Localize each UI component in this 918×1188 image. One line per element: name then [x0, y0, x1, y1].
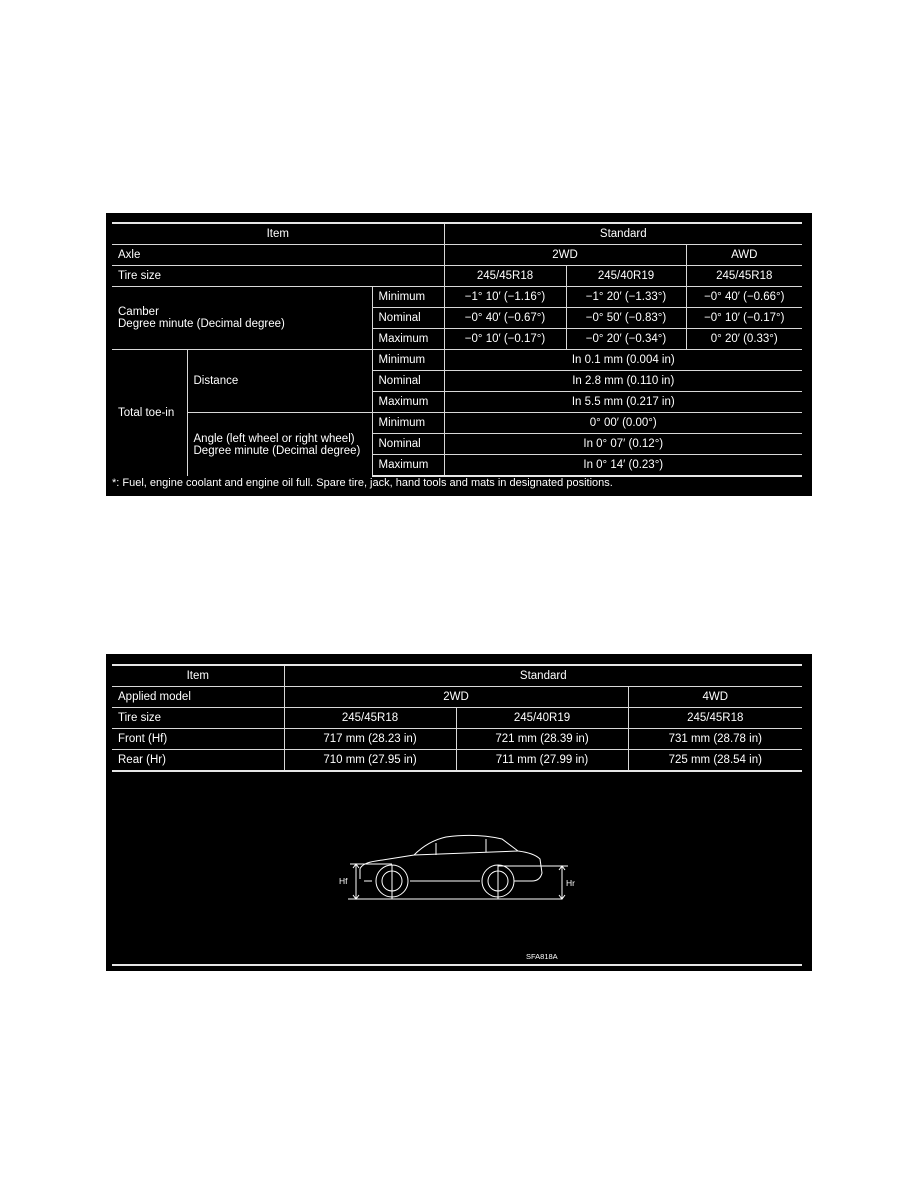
distance-label: Distance	[187, 350, 372, 413]
tire-size-row	[112, 708, 802, 729]
wheel-alignment-table	[112, 222, 802, 477]
header-standard: Standard	[444, 223, 802, 245]
axle-label: Axle	[112, 245, 444, 266]
wheel-alignment-panel	[106, 213, 812, 496]
applied-model-row	[112, 687, 802, 708]
camber-max-v2: −0° 20′ (−0.34°)	[566, 329, 686, 350]
camber-min-v1: −1° 10′ (−1.16°)	[444, 287, 566, 308]
angle-max-label: Maximum	[372, 455, 444, 477]
car-body-outline	[360, 835, 542, 881]
tire-size-label: Tire size	[112, 708, 284, 729]
rear-height-row	[112, 750, 802, 772]
applied-model-2wd: 2WD	[284, 687, 628, 708]
car-hood-line	[414, 851, 518, 855]
angle-label-line2: Degree minute (Decimal degree)	[193, 444, 361, 457]
total-toe-in-label: Total toe-in	[112, 350, 187, 477]
hr-label: Hr	[566, 878, 575, 888]
camber-row	[112, 287, 802, 308]
tire-size-row	[112, 266, 802, 287]
header-standard: Standard	[284, 665, 802, 687]
header-item: Item	[112, 665, 284, 687]
camber-nom-v1: −0° 40′ (−0.67°)	[444, 308, 566, 329]
rear-v2: 711 mm (27.99 in)	[456, 750, 628, 772]
tire-size-1: 245/45R18	[284, 708, 456, 729]
camber-label	[112, 287, 372, 350]
camber-max-v3: 0° 20′ (0.33°)	[686, 329, 802, 350]
rear-v3: 725 mm (28.54 in)	[628, 750, 802, 772]
camber-nom-label: Nominal	[372, 308, 444, 329]
axle-row	[112, 245, 802, 266]
distance-min-label: Minimum	[372, 350, 444, 371]
distance-min-value: In 0.1 mm (0.004 in)	[444, 350, 802, 371]
tire-size-3: 245/45R18	[628, 708, 802, 729]
front-v1: 717 mm (28.23 in)	[284, 729, 456, 750]
front-v2: 721 mm (28.39 in)	[456, 729, 628, 750]
figure-code: SFA818A	[526, 952, 558, 961]
distance-max-label: Maximum	[372, 392, 444, 413]
car-height-diagram	[336, 829, 576, 909]
tire-size-2: 245/40R19	[566, 266, 686, 287]
toe-row	[112, 350, 802, 371]
camber-nom-v3: −0° 10′ (−0.17°)	[686, 308, 802, 329]
table-header-row	[112, 665, 802, 687]
distance-nom-value: In 2.8 mm (0.110 in)	[444, 371, 802, 392]
hf-label: Hf	[339, 876, 348, 886]
camber-min-v2: −1° 20′ (−1.33°)	[566, 287, 686, 308]
axle-awd: AWD	[686, 245, 802, 266]
table-header-row	[112, 223, 802, 245]
angle-min-label: Minimum	[372, 413, 444, 434]
rear-label: Rear (Hr)	[112, 750, 284, 772]
rear-v1: 710 mm (27.95 in)	[284, 750, 456, 772]
camber-min-label: Minimum	[372, 287, 444, 308]
angle-label	[187, 413, 372, 477]
tire-size-label: Tire size	[112, 266, 444, 287]
applied-model-4wd: 4WD	[628, 687, 802, 708]
front-height-row	[112, 729, 802, 750]
footnote: *: Fuel, engine coolant and engine oil full. Spare tire, jack, hand tools and mats in designated positions.	[112, 477, 613, 489]
toe-row	[112, 413, 802, 434]
applied-model-label: Applied model	[112, 687, 284, 708]
tire-size-3: 245/45R18	[686, 266, 802, 287]
front-v3: 731 mm (28.78 in)	[628, 729, 802, 750]
camber-label-line2: Degree minute (Decimal degree)	[118, 318, 285, 330]
camber-min-v3: −0° 40′ (−0.66°)	[686, 287, 802, 308]
angle-nom-value: In 0° 07′ (0.12°)	[444, 434, 802, 455]
angle-max-value: In 0° 14′ (0.23°)	[444, 455, 802, 477]
tire-size-1: 245/45R18	[444, 266, 566, 287]
angle-min-value: 0° 00′ (0.00°)	[444, 413, 802, 434]
axle-2wd: 2WD	[444, 245, 686, 266]
angle-label-line1: Angle (left wheel or right wheel)	[193, 432, 355, 445]
ground-clearance-table	[112, 664, 802, 772]
distance-nom-label: Nominal	[372, 371, 444, 392]
header-item: Item	[112, 223, 444, 245]
camber-max-label: Maximum	[372, 329, 444, 350]
bottom-rule	[112, 964, 802, 966]
distance-max-value: In 5.5 mm (0.217 in)	[444, 392, 802, 413]
camber-max-v1: −0° 10′ (−0.17°)	[444, 329, 566, 350]
angle-nom-label: Nominal	[372, 434, 444, 455]
tire-size-2: 245/40R19	[456, 708, 628, 729]
camber-nom-v2: −0° 50′ (−0.83°)	[566, 308, 686, 329]
camber-label-line1: Camber	[118, 306, 159, 318]
ground-clearance-panel	[106, 654, 812, 971]
front-label: Front (Hf)	[112, 729, 284, 750]
